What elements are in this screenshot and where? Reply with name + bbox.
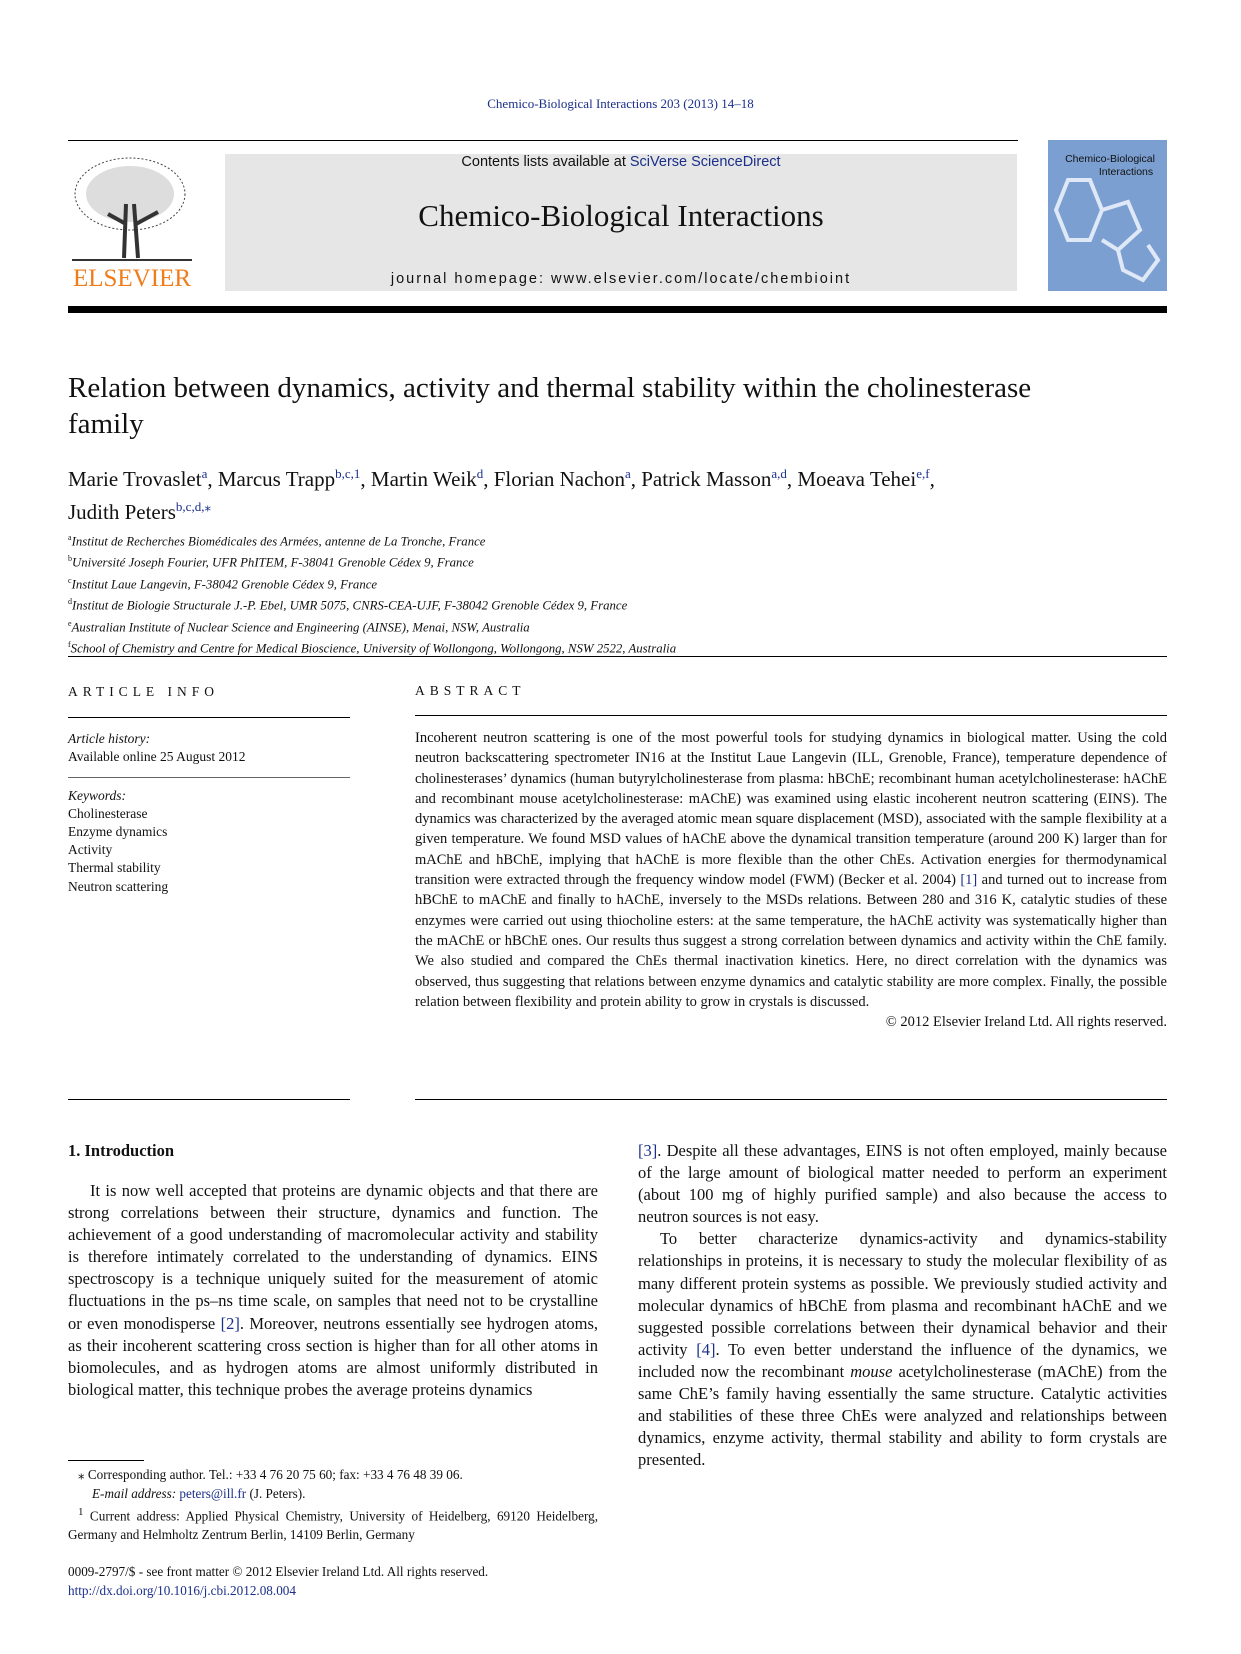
abstract-copyright: © 2012 Elsevier Ireland Ltd. All rights reserved. xyxy=(885,1014,1167,1031)
journal-cover-image xyxy=(1048,140,1167,291)
affiliation: $^e$Australian Institute of Nuclear Science and Engineering (AINSE), Menai, NSW, Australia xyxy=(68,618,530,635)
header-rule xyxy=(68,140,1018,141)
corresponding-author-note: ⁎ Corresponding author. Tel.: +33 4 76 20 75 60; fax: +33 4 76 48 39 06. E-mail address: peters@ill.fr (J. Peters). xyxy=(78,1467,463,1501)
email-link[interactable]: peters@ill.fr xyxy=(179,1485,247,1501)
affiliation: $^a$Institut de Recherches Biomédicales des Armées, antenne de La Tronche, France xyxy=(68,533,486,549)
keywords-label: Keywords: xyxy=(68,787,126,803)
address-note: $^1$ Current address: Applied Physical Chemistry, University of Heidelberg, 69120 Heidelberg, Germany and Helmholtz Zentrum Berlin, 14109 Berlin, Germany xyxy=(68,1506,598,1542)
contents-label: Contents lists available at xyxy=(461,154,630,170)
svg-text:Chemico-Biological: Chemico-Biological xyxy=(1065,153,1155,165)
citation-link[interactable]: [2] xyxy=(220,1313,240,1333)
rule xyxy=(68,717,350,718)
citation-link[interactable]: [3] xyxy=(638,1141,658,1160)
author-list xyxy=(68,460,1168,526)
sciencedirect-link[interactable]: SciVerse ScienceDirect xyxy=(629,154,781,170)
elsevier-logo xyxy=(68,154,196,291)
history-date: Available online 25 August 2012 xyxy=(68,749,246,765)
front-matter xyxy=(68,1563,488,1600)
paragraph-continued: [3]. Despite all these advantages, EINS is not often employed, mainly because of the large amount of biological matter needed to perform an experiment (about 100 mg of highly purified sample) and also because the access to neutron sources is not easy. xyxy=(638,1141,1167,1227)
citation-link[interactable]: [1] xyxy=(960,872,978,889)
keyword: Activity xyxy=(68,842,113,858)
header-bar xyxy=(68,306,1167,313)
journal-homepage[interactable]: journal homepage: www.elsevier.com/locate/chembioint xyxy=(390,271,852,287)
author: Moeava Tehei$^{e,f}$, xyxy=(797,466,935,491)
abstract-heading: ABSTRACT xyxy=(415,683,526,698)
rule xyxy=(415,1099,1167,1100)
author: Florian Nachon$^a$, xyxy=(493,466,642,491)
journal-banner xyxy=(225,154,1017,291)
footnotes xyxy=(68,1466,598,1544)
paragraph: It is now well accepted that proteins are dynamic objects and that there are strong correlations between their structure, dynamics and function. The achievement of a good understanding of macromolecular activity and stability is therefore intimately correlated to the understanding of dynamics. EINS spectroscopy is a technique uniquely suited for the measurement of atomic fluctuations in the ps–ns time scale, on samples that need not to be crystalline or even monodisperse [2]. Moreover, neutrons essentially see hydrogen atoms, as their incoherent scattering cross section is higher than for all other atoms in biomolecules, and as hydrogen atoms are almost uniformly distributed in biological matter, this technique probes the average proteins dynamics xyxy=(68,1181,598,1399)
affiliation: $^c$Institut Laue Langevin, F-38042 Grenoble Cédex 9, France xyxy=(68,575,378,592)
article-info xyxy=(68,683,350,896)
contents-line xyxy=(225,154,1017,170)
rule xyxy=(68,777,350,778)
issn-copyright: 0009-2797/$ - see front matter © 2012 Elsevier Ireland Ltd. All rights reserved. xyxy=(68,1564,489,1579)
keyword: Neutron scattering xyxy=(68,878,169,894)
affiliation: $^d$Institut de Biologie Structurale J.-P. Ebel, UMR 5075, CNRS-CEA-UJF, F-38042 Grenoble Cédex 9, France xyxy=(68,597,628,613)
affiliation: $^b$Université Joseph Fourier, UFR PhITEM, F-38041 Grenoble Cédex 9, France xyxy=(68,554,474,570)
svg-text:ELSEVIER: ELSEVIER xyxy=(72,265,192,291)
author: Patrick Masson$^{a,d}$, xyxy=(641,466,798,491)
keyword: Cholinesterase xyxy=(68,805,148,821)
article-title: Relation between dynamics, activity and thermal stability within the cholinesterase family xyxy=(68,372,1032,440)
keyword: Thermal stability xyxy=(68,860,161,876)
keyword: Enzyme dynamics xyxy=(68,824,168,840)
abstract-text: Incoherent neutron scattering is one of the most powerful tools for studying dynamics in biological matter. Using the cold neutron backscattering spectrometer IN16 at the Institut Laue Langevin (ILL, Grenoble, France), temperature dependence of cholinesterases’ dynamics (human butyrylcholinesterase from plasma: hBChE; recombinant human acetylcholinesterase: hAChE and recombinant mouse acetylcholinesterase: mAChE) was examined using elastic incoherent neutron scattering (EINS). The dynamics was characterized by the averaged atomic mean square displacement (MSD), associated with the sample flexibility at a given temperature. We found MSD values of hAChE above the dynamical transition temperature (around 200 K) larger than for mAChE and hBChE, implying that hAChE is more flexible than the other ChEs. Activation energies for thermodynamical transition were extracted through the frequency window model (FWM) (Becker et al. 2004) [1] and turned out to increase from hBChE to mAChE and finally to hAChE, inversely to the MSDs relations. Between 280 and 316 K, catalytic studies of these enzymes were carried out using thiocholine esters: at the same temperature, the hAChE activity was systematically higher than the mAChE or hBChE ones. Our results thus suggest a strong correlation between dynamics and activity within the ChE family. We also studied and compared the ChEs thermal inactivation kinetics. Here, no direct correlation with the dynamics was observed, thus suggesting that relations between enzyme dynamics and catalytic stability are more complex. Finally, the possible relation between flexibility and protein ability to grow in crystals is discussed. xyxy=(415,715,1167,1012)
section-heading: 1. Introduction xyxy=(68,1141,175,1160)
history-label: Article history: xyxy=(68,731,151,747)
author: Marcus Trapp$^{b,c,1}$, xyxy=(217,466,371,491)
section-rule xyxy=(68,656,1167,657)
author: Judith Peters$^{b,c,d,⁎}$ xyxy=(68,499,211,524)
svg-text:Interactions: Interactions xyxy=(1098,166,1154,178)
body-column-left xyxy=(68,1140,598,1460)
paragraph: To better characterize dynamics-activity and dynamics-stability relationships in proteins, it is necessary to study the molecular flexibility of as many different protein systems as possible. We previously studied activity and molecular dynamics of hBChE from plasma and recombinant hAChE and we suggested possible correlations between their dynamical behavior and their activity [4]. To even better understand the influence of the dynamics, we included now the recombinant mouse acetylcholinesterase (mAChE) from the same ChE’s family having essentially the same structure. Catalytic activities and stabilities of these three ChEs were analyzed and relationships between dynamics, enzyme activity, thermal stability and ability to form crystals are presented. xyxy=(638,1229,1168,1470)
elsevier-tree-icon xyxy=(68,154,196,291)
journal-reference[interactable]: Chemico-Biological Interactions 203 (2013) 14–18 xyxy=(487,96,754,111)
author: Martin Weik$^d$, xyxy=(370,466,494,491)
affiliation: $^f$School of Chemistry and Centre for Medical Bioscience, University of Wollongong, Wollongong, NSW 2522, Australia xyxy=(68,640,677,656)
journal-name: Chemico-Biological Interactions xyxy=(418,198,824,233)
article-info-heading: ARTICLE INFO xyxy=(68,684,220,699)
abstract xyxy=(415,683,1167,1032)
author: Marie Trovaslet$^a$, xyxy=(68,466,218,491)
rule xyxy=(68,1099,350,1100)
doi-link[interactable]: http://dx.doi.org/10.1016/j.cbi.2012.08.004 xyxy=(68,1582,296,1598)
body-column-right xyxy=(638,1140,1167,1471)
citation-link[interactable]: [4] xyxy=(696,1339,716,1359)
affiliations xyxy=(68,529,676,658)
footnote-rule xyxy=(68,1460,144,1461)
